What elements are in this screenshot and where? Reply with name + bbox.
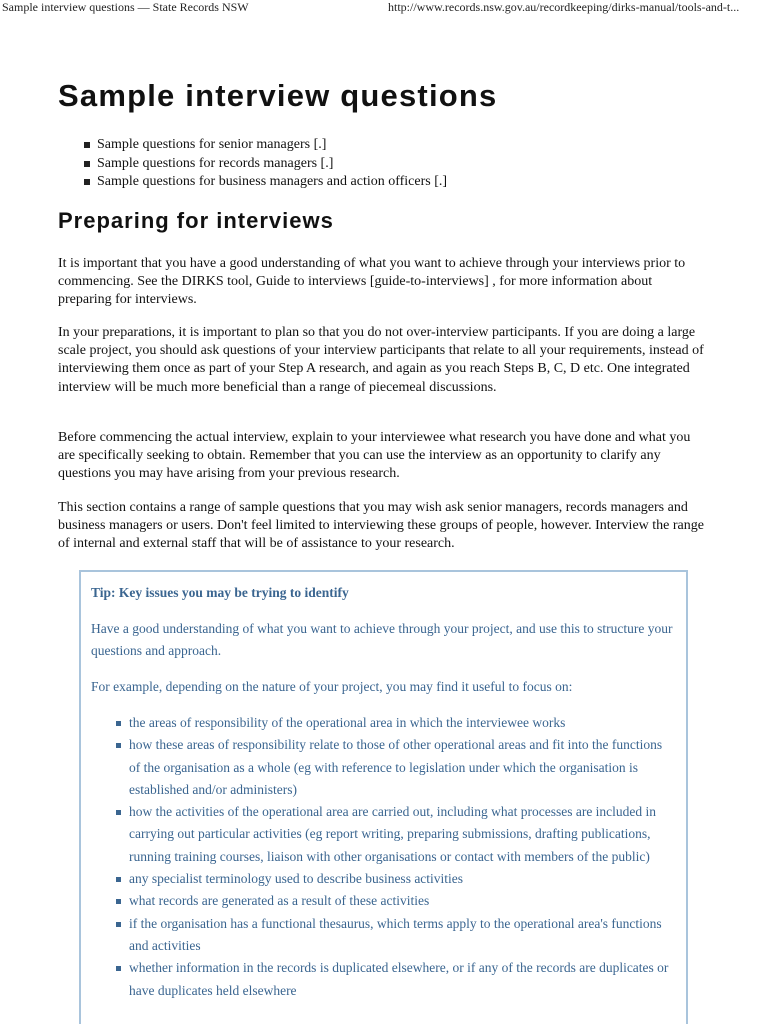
square-bullet-icon <box>116 743 121 748</box>
square-bullet-icon <box>84 142 90 148</box>
tip-item-text: whether information in the records is duplicated elsewhere, or if any of the records are duplicates or have duplicates held elsewhere <box>129 960 669 998</box>
square-bullet-icon <box>116 966 121 971</box>
paragraph-before-commencing: Before commencing the actual interview, explain to your interviewee what research you have done and what you are specifically seeking to obtain. Remember that you can use the interview as an opportunity to clarify any questions you may have arising from your previous research. <box>58 430 691 482</box>
tip-item-text: how these areas of responsibility relate to those of other operational areas and fit into the functions of the organisation as a whole (eg with reference to legislation under which the organisation is established and/or administers) <box>129 737 663 797</box>
tip-intro-text: Have a good understanding of what you want to achieve through your project, and use this to structure your questions and approach. <box>91 621 673 658</box>
list-item <box>111 913 671 958</box>
sample-link-senior-managers[interactable]: Sample questions for senior managers [.] <box>97 137 327 152</box>
print-header <box>0 0 768 16</box>
tip-item-text: what records are generated as a result of these activities <box>129 893 430 909</box>
sample-link-records-managers[interactable]: Sample questions for records managers [.] <box>97 155 334 171</box>
square-bullet-icon <box>84 179 90 185</box>
list-item <box>111 868 671 890</box>
list-item <box>111 712 671 734</box>
paragraph-section-contents: This section contains a range of sample questions that you may wish ask senior managers, records managers and business managers or users. Don't feel limited to interviewing these groups of people, however. Interview the range of internal and external staff that will be of assistance to your research. <box>58 500 704 552</box>
list-item <box>111 890 671 912</box>
print-header-url: http://www.records.nsw.gov.au/recordkeeping/dirks-manual/tools-and-t... <box>388 0 740 14</box>
list-item <box>111 957 671 1002</box>
tip-box <box>79 570 688 1024</box>
tip-title: Tip: Key issues you may be trying to identify <box>91 585 349 600</box>
square-bullet-icon <box>116 877 121 882</box>
square-bullet-icon <box>116 899 121 904</box>
list-item <box>111 801 671 868</box>
list-item[interactable] <box>80 173 447 192</box>
square-bullet-icon <box>84 161 90 167</box>
paragraph-understanding: It is important that you have a good understanding of what you want to achieve through your interviews prior to commencing. See the DIRKS tool, Guide to interviews [guide-to-interviews] , for more information about preparing for interviews. <box>58 256 686 308</box>
tip-issues-list <box>111 712 671 1002</box>
paragraph-preparations: In your preparations, it is important to plan so that you do not over-interview participants. If you are doing a large scale project, you should ask questions of your interview participants that relate to all your requirements, instead of interviewing them once as part of your Step A research, and again as you reach Steps B, C, D etc. One integrated interview will be much more beneficial than a range of piecemeal discussions. <box>58 325 704 395</box>
page-title: Sample interview questions <box>58 78 498 113</box>
tip-item-text: if the organisation has a functional thesaurus, which terms apply to the operational area's functions and activities <box>129 915 662 953</box>
list-item[interactable] <box>80 155 447 174</box>
print-header-title: Sample interview questions — State Records NSW <box>2 0 249 14</box>
tip-item-text: how the activities of the operational area are carried out, including what processes are included in carrying out particular activities (eg report writing, preparing submissions, drafting publications, running training courses, liaison with other organisations or contact with members of the public) <box>129 804 657 864</box>
square-bullet-icon <box>116 810 121 815</box>
tip-item-text: the areas of responsibility of the operational area in which the interviewee works <box>129 715 566 730</box>
square-bullet-icon <box>116 922 121 927</box>
tip-item-text: any specialist terminology used to describe business activities <box>129 871 464 887</box>
list-item[interactable] <box>80 136 447 155</box>
list-item <box>111 734 671 801</box>
tip-example-text: For example, depending on the nature of your project, you may find it useful to focus on: <box>91 679 573 694</box>
sample-questions-list <box>80 136 447 192</box>
square-bullet-icon <box>116 721 121 726</box>
section-heading: Preparing for interviews <box>58 208 334 233</box>
sample-link-business-managers[interactable]: Sample questions for business managers and action officers [.] <box>97 174 448 189</box>
